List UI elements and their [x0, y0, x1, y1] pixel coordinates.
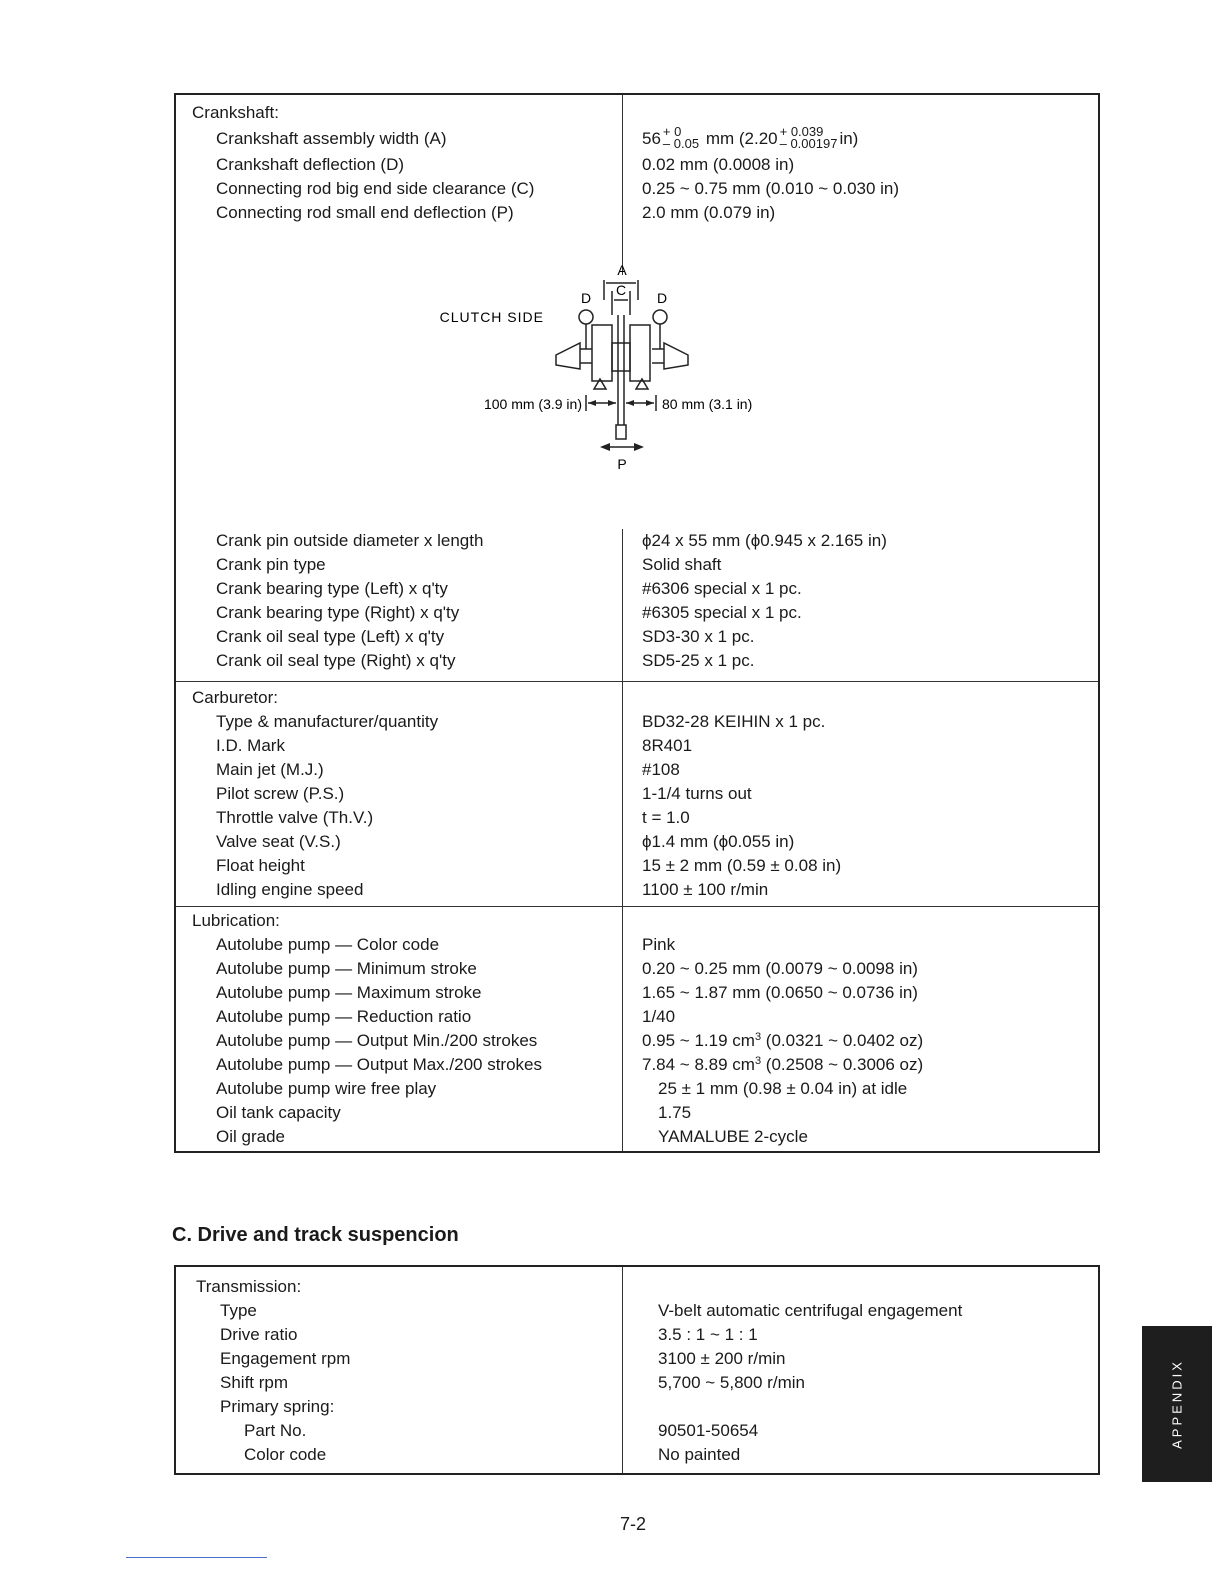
spec-value: Solid shaft	[642, 555, 722, 574]
in-unit: in)	[839, 129, 859, 148]
spec-value: #6306 special x 1 pc.	[642, 579, 802, 598]
spec-row	[176, 1443, 1098, 1467]
spec-row	[176, 1323, 1098, 1347]
spec-row	[176, 201, 1098, 225]
in-tol-minus: – 0.00197	[779, 135, 838, 151]
spec-value: ϕ24 x 55 mm (ϕ0.945 x 2.165 in)	[642, 531, 887, 550]
spec-label: Autolube pump — Color code	[216, 935, 440, 954]
clutch-side-label: CLUTCH SIDE	[439, 309, 544, 325]
diagram-label-d-right: D	[656, 290, 668, 306]
spec-value: 5,700 ~ 5,800 r/min	[658, 1373, 805, 1392]
lubrication-section	[176, 907, 1098, 1151]
mm-tolerance	[662, 123, 700, 151]
spec-value: No painted	[658, 1445, 741, 1464]
spec-label: Idling engine speed	[216, 880, 364, 899]
spec-row	[176, 710, 1098, 734]
mm-tol-plus: + 0	[662, 123, 682, 139]
mm-unit: mm (2.20	[705, 129, 778, 148]
spec-value: #108	[642, 760, 680, 779]
spec-value: 90501-50654	[658, 1421, 759, 1440]
drive-spec-table	[174, 1265, 1100, 1475]
spec-label: Autolube pump — Output Max./200 strokes	[216, 1055, 543, 1074]
spec-value: 0.25 ~ 0.75 mm (0.010 ~ 0.030 in)	[642, 179, 900, 198]
spec-value: 2.0 mm (0.079 in)	[642, 203, 776, 222]
appendix-tab-label: APPENDIX	[1169, 1359, 1185, 1449]
spec-value: Pink	[642, 935, 676, 954]
diagram-label-c: C	[615, 282, 627, 298]
footer-rule	[126, 1557, 267, 1558]
spec-label: Shift rpm	[220, 1373, 289, 1392]
spec-label: Autolube pump wire free play	[216, 1079, 437, 1098]
mm-nominal: 56	[642, 129, 661, 148]
crankshaft-drawing	[176, 225, 1098, 529]
spec-value: 15 ± 2 mm (0.59 ± 0.08 in)	[642, 856, 842, 875]
spec-label: Oil tank capacity	[216, 1103, 341, 1122]
spec-value	[642, 125, 858, 153]
spec-row	[176, 806, 1098, 830]
spec-value: 0.02 mm (0.0008 in)	[642, 155, 795, 174]
spec-row	[176, 830, 1098, 854]
spec-label: Engagement rpm	[220, 1349, 351, 1368]
lubrication-heading: Lubrication:	[192, 911, 280, 930]
spec-row	[176, 1053, 1098, 1077]
spec-value: 1.65 ~ 1.87 mm (0.0650 ~ 0.0736 in)	[642, 983, 918, 1002]
spec-label: Crank oil seal type (Left) x q'ty	[216, 627, 445, 646]
exponent: 3	[754, 1055, 762, 1067]
spec-row	[176, 601, 1098, 625]
spec-value: BD32-28 KEIHIN x 1 pc.	[642, 712, 826, 731]
spec-label: Type & manufacturer/quantity	[216, 712, 439, 731]
left-distance-label: 100 mm (3.9 in)	[483, 396, 582, 412]
spec-row	[176, 1419, 1098, 1443]
spec-row	[176, 878, 1098, 902]
spec-value: #6305 special x 1 pc.	[642, 603, 802, 622]
spec-label: Crank bearing type (Right) x q'ty	[216, 603, 460, 622]
spec-row	[176, 1125, 1098, 1149]
spec-row	[176, 529, 1098, 553]
spec-value: YAMALUBE 2-cycle	[658, 1127, 808, 1146]
spec-value: 0.20 ~ 0.25 mm (0.0079 ~ 0.0098 in)	[642, 959, 918, 978]
spec-value: ϕ1.4 mm (ϕ0.055 in)	[642, 832, 795, 851]
exponent: 3	[754, 1031, 762, 1043]
transmission-section	[176, 1267, 1098, 1473]
mm-tol-minus: – 0.05	[662, 135, 700, 151]
spec-value: t = 1.0	[642, 808, 690, 827]
spec-row	[176, 1371, 1098, 1395]
value-part: 0.95 ~ 1.19 cm	[642, 1031, 755, 1050]
spec-value: 3100 ± 200 r/min	[658, 1349, 786, 1368]
spec-row	[176, 1299, 1098, 1323]
diagram-label-p: P	[617, 456, 627, 472]
spec-row	[176, 734, 1098, 758]
crankshaft-section	[176, 95, 1098, 682]
crankshaft-assembly-width-row	[176, 125, 1098, 153]
spec-value: SD3-30 x 1 pc.	[642, 627, 755, 646]
spec-value: SD5-25 x 1 pc.	[642, 651, 755, 670]
spec-value: 1-1/4 turns out	[642, 784, 752, 803]
spec-label: Throttle valve (Th.V.)	[216, 808, 374, 827]
crankshaft-heading: Crankshaft:	[192, 103, 279, 122]
spec-row	[176, 577, 1098, 601]
spec-row	[176, 1005, 1098, 1029]
spec-label: Crankshaft deflection (D)	[216, 155, 405, 174]
spec-value	[642, 1029, 923, 1053]
spec-label: Autolube pump — Reduction ratio	[216, 1007, 472, 1026]
spec-value: 25 ± 1 mm (0.98 ± 0.04 in) at idle	[658, 1079, 908, 1098]
spec-value: 3.5 : 1 ~ 1 : 1	[658, 1325, 758, 1344]
spec-value: 1.75	[658, 1103, 692, 1122]
spec-row	[176, 1029, 1098, 1053]
spec-row	[176, 981, 1098, 1005]
spec-value: 1100 ± 100 r/min	[642, 880, 769, 899]
spec-label: Color code	[244, 1445, 327, 1464]
spec-label: Main jet (M.J.)	[216, 760, 324, 779]
spec-row	[176, 649, 1098, 673]
spec-row	[176, 782, 1098, 806]
page-number: 7-2	[620, 1514, 647, 1534]
crankshaft-diagram	[176, 225, 1098, 529]
spec-label: Part No.	[244, 1421, 307, 1440]
spec-value: 8R401	[642, 736, 693, 755]
in-tolerance	[779, 123, 838, 151]
spec-label: Crank pin type	[216, 555, 326, 574]
spec-row	[176, 625, 1098, 649]
spec-row	[176, 933, 1098, 957]
diagram-label-a: A	[617, 262, 627, 278]
spec-row	[176, 177, 1098, 201]
spec-label: Pilot screw (P.S.)	[216, 784, 345, 803]
section-title: C. Drive and track suspencion	[172, 1224, 459, 1246]
spec-value: V-belt automatic centrifugal engagement	[658, 1301, 963, 1320]
spec-label: I.D. Mark	[216, 736, 285, 755]
spec-value	[642, 1053, 923, 1077]
appendix-tab	[1142, 1326, 1212, 1482]
spec-row	[176, 1347, 1098, 1371]
primary-spring-heading: Primary spring:	[220, 1397, 335, 1416]
spec-label: Crank pin outside diameter x length	[216, 531, 484, 550]
in-tol-plus: + 0.039	[779, 123, 824, 139]
spec-label: Connecting rod small end deflection (P)	[216, 203, 514, 222]
spec-row	[176, 1077, 1098, 1101]
spec-label: Crank oil seal type (Right) x q'ty	[216, 651, 456, 670]
spec-row	[176, 957, 1098, 981]
spec-label: Autolube pump — Output Min./200 strokes	[216, 1031, 538, 1050]
spec-value: 1/40	[642, 1007, 676, 1026]
spec-label: Autolube pump — Maximum stroke	[216, 983, 482, 1002]
spec-row	[176, 553, 1098, 577]
diagram-label-d-left: D	[580, 290, 592, 306]
spec-label: Autolube pump — Minimum stroke	[216, 959, 477, 978]
spec-row	[176, 1101, 1098, 1125]
carburetor-section	[176, 682, 1098, 907]
right-distance-label: 80 mm (3.1 in)	[662, 396, 753, 412]
value-part: (0.0321 ~ 0.0402 oz)	[761, 1031, 924, 1050]
spec-label: Type	[220, 1301, 257, 1320]
spec-label: Drive ratio	[220, 1325, 298, 1344]
spec-row	[176, 854, 1098, 878]
transmission-heading: Transmission:	[196, 1277, 302, 1296]
spec-row	[176, 758, 1098, 782]
value-part: (0.2508 ~ 0.3006 oz)	[761, 1055, 924, 1074]
spec-label: Valve seat (V.S.)	[216, 832, 341, 851]
spec-label: Crankshaft assembly width (A)	[216, 129, 447, 148]
value-part: 7.84 ~ 8.89 cm	[642, 1055, 755, 1074]
engine-spec-table	[174, 93, 1100, 1153]
spec-label: Oil grade	[216, 1127, 285, 1146]
spec-row	[176, 153, 1098, 177]
spec-label: Crank bearing type (Left) x q'ty	[216, 579, 448, 598]
spec-label: Connecting rod big end side clearance (C)	[216, 179, 535, 198]
spec-label: Float height	[216, 856, 305, 875]
carburetor-heading: Carburetor:	[192, 688, 278, 707]
